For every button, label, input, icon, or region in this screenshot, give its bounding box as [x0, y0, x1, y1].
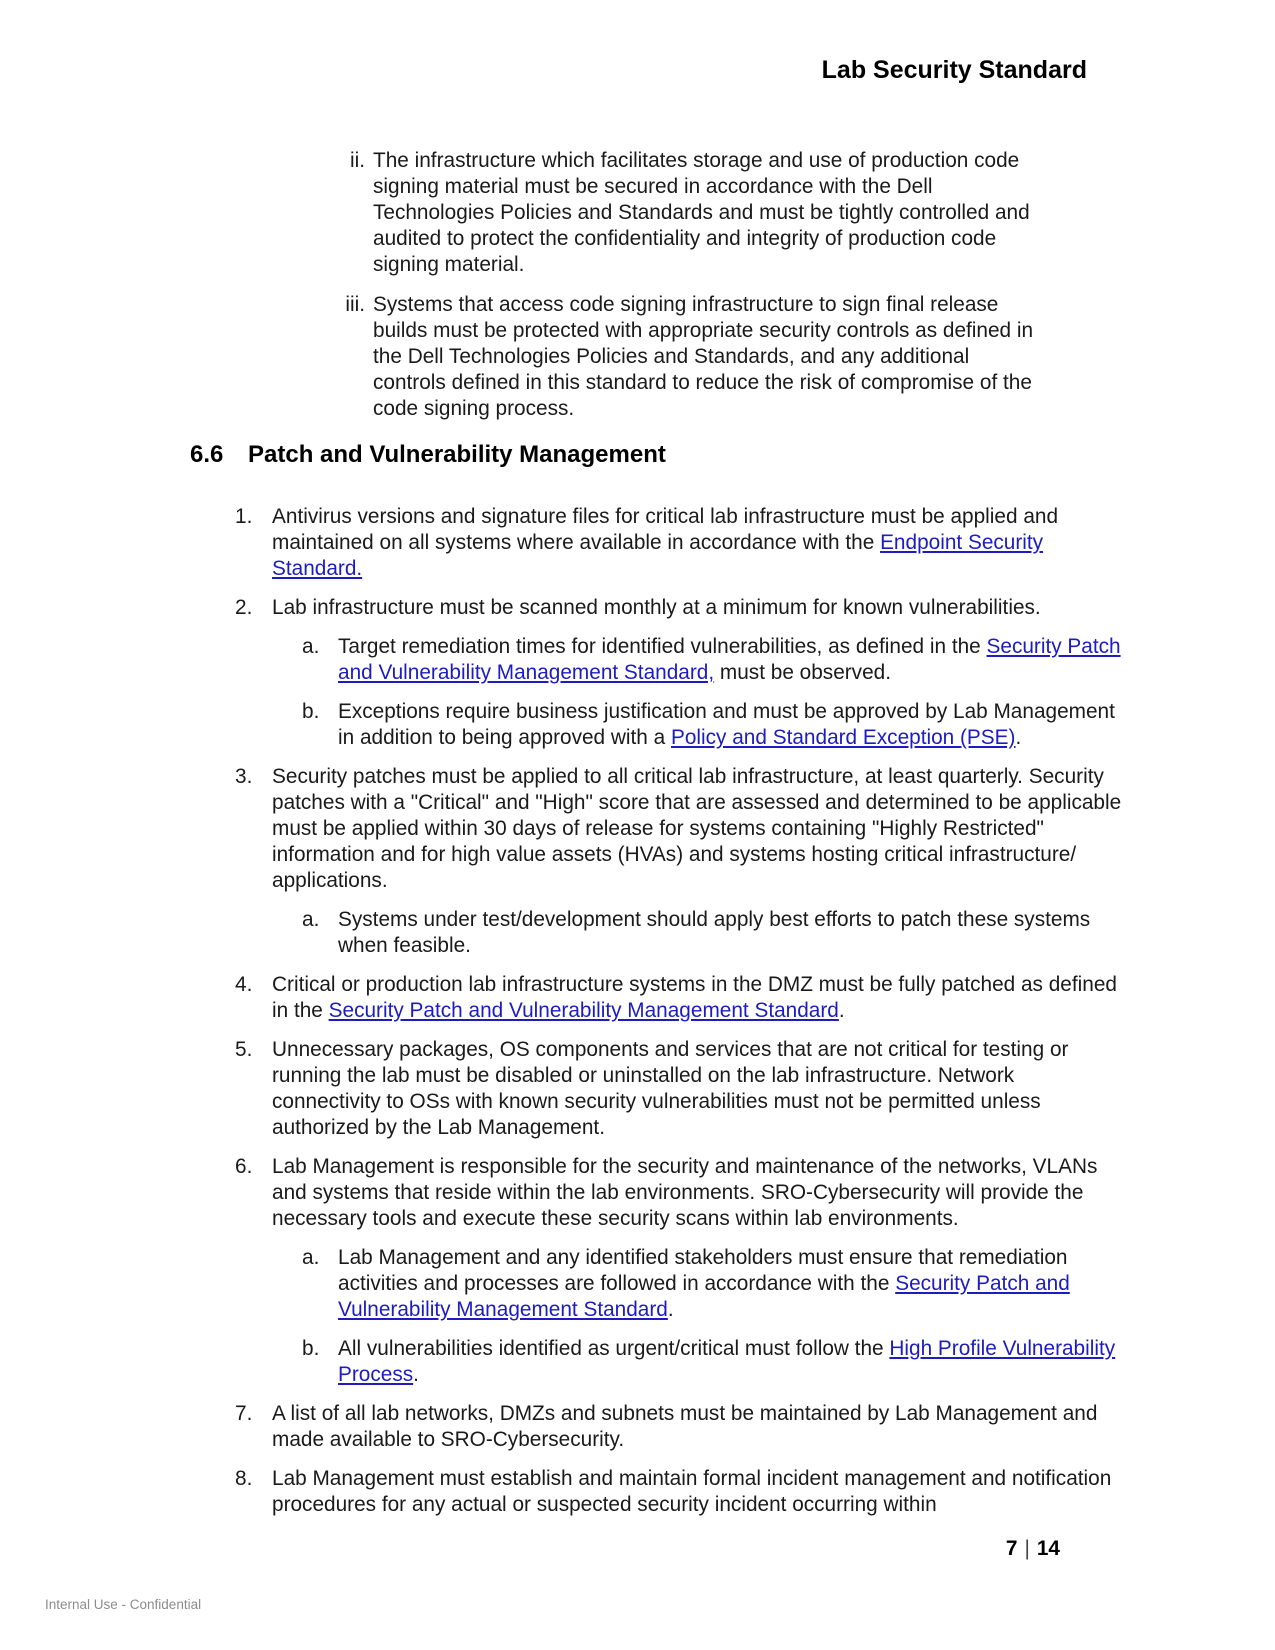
list-item-text — [272, 595, 1125, 621]
text-run: Security patches must be applied to all critical lab infrastructure, at least quarterly. Security patches with a "Critical" and "High" score that are assessed and determined to be applicable must be applied within 30 days of release for systems containing "Highly Restricted" information and for high value assets (HVAs) and systems hosting critical infrastructure/ applications. — [272, 765, 1122, 892]
list-marker: b. — [302, 700, 320, 723]
text-run: Lab infrastructure must be scanned monthly at a minimum for known vulnerabilities. — [272, 596, 1041, 619]
document-title: Lab Security Standard — [821, 56, 1087, 84]
text-run: Unnecessary packages, OS components and services that are not critical for testing or running the lab must be disabled or uninstalled on the lab infrastructure. Network connectivity to OSs with known security vulnerabilities must not be permitted unless authorized by the Lab Management. — [272, 1038, 1069, 1139]
high-profile-vulnerability-process-link[interactable]: High Profile Vulnerability Process — [338, 1337, 1116, 1386]
list-marker: iii. — [345, 293, 365, 316]
text-run: . — [838, 999, 845, 1022]
text-run: Lab Management is responsible for the security and maintenance of the networks, VLANs and systems that reside within the lab environments. SRO-Cybersecurity will provide the necessary tools and execute these security scans within lab environments. — [272, 1155, 1098, 1230]
list-item-text — [272, 1401, 1125, 1453]
text-run: Exceptions require business justification and must be approved by Lab Management in addition to being approved with a — [338, 700, 1115, 749]
list-marker: 1. — [235, 505, 253, 528]
text-run: Antivirus versions and signature files for critical lab infrastructure must be applied and maintained on all systems where available in accordance with the — [272, 505, 1059, 554]
text-run: A list of all lab networks, DMZs and subnets must be maintained by Lab Management and made available to SRO-Cybersecurity. — [272, 1402, 1098, 1451]
list-item — [190, 634, 1125, 686]
section-heading — [190, 440, 1125, 470]
section-number: 6.6 — [190, 441, 224, 468]
list-marker: 2. — [235, 596, 253, 619]
list-item — [190, 764, 1125, 894]
page-number — [1006, 1536, 1060, 1562]
list-item-text — [272, 972, 1125, 1024]
list-marker: ii. — [349, 149, 365, 172]
list-item-text — [338, 634, 1125, 686]
security-patch-vuln-mgmt-standard-link[interactable]: Security Patch and Vulnerability Management Standard — [328, 999, 839, 1022]
list-item-text — [373, 148, 1040, 278]
text-run: Systems that access code signing infrastructure to sign final release builds must be protected with appropriate security controls as defined in the Dell Technologies Policies and Standards, and any additional controls defined in this standard to reduce the risk of compromise of the code signing process. — [373, 293, 1034, 420]
security-patch-vuln-mgmt-standard-link[interactable]: Security Patch and Vulnerability Management Standard — [338, 1272, 1070, 1321]
list-item — [190, 907, 1125, 959]
list-item — [190, 699, 1125, 751]
text-run: . — [1015, 726, 1022, 749]
text-run: Systems under test/development should apply best efforts to patch these systems when feasible. — [338, 908, 1091, 957]
list-item — [190, 1154, 1125, 1232]
page-number-current: 7 — [1005, 1537, 1018, 1560]
list-marker: a. — [302, 908, 320, 931]
list-item-text — [272, 1466, 1125, 1518]
list-item-text — [338, 1336, 1125, 1388]
list-item — [190, 972, 1125, 1024]
endpoint-security-standard-link[interactable]: Endpoint Security Standard. — [272, 531, 1044, 580]
text-run: . — [667, 1298, 674, 1321]
list-marker: 7. — [235, 1402, 253, 1425]
list-item-text — [272, 1154, 1125, 1232]
text-run: The infrastructure which facilitates storage and use of production code signing material must be secured in accordance with the Dell Technologies Policies and Standards and must be tightly controlled and audited to protect the confidentiality and integrity of production code signing material. — [373, 149, 1030, 276]
list-item-text — [272, 764, 1125, 894]
list-item — [190, 1336, 1125, 1388]
list-item-text — [373, 292, 1040, 422]
list-item-text — [338, 1245, 1125, 1323]
list-marker: b. — [302, 1337, 320, 1360]
list-item — [190, 595, 1125, 621]
text-run: Lab Management must establish and maintain formal incident management and notification procedures for any actual or suspected security incident occurring within — [272, 1467, 1112, 1516]
list-item-text — [338, 699, 1125, 751]
page-number-total: 14 — [1036, 1537, 1060, 1560]
page-number-separator: | — [1024, 1537, 1030, 1560]
list-marker: 3. — [235, 765, 253, 788]
footer-classification: Internal Use - Confidential — [45, 1597, 202, 1612]
list-marker: a. — [302, 635, 320, 658]
list-marker: 8. — [235, 1467, 253, 1490]
list-marker: 6. — [235, 1155, 253, 1178]
list-item — [190, 504, 1125, 582]
list-marker: a. — [302, 1246, 320, 1269]
list-item — [190, 1245, 1125, 1323]
list-item — [190, 1466, 1125, 1518]
list-marker: 5. — [235, 1038, 253, 1061]
list-item — [190, 1037, 1125, 1141]
roman-list — [190, 148, 1125, 422]
list-marker: 4. — [235, 973, 253, 996]
security-patch-vuln-mgmt-standard-link[interactable]: Security Patch and Vulnerability Management Standard, — [338, 635, 1121, 684]
list-item — [190, 292, 1125, 422]
policy-and-standard-exception-link[interactable]: Policy and Standard Exception (PSE) — [670, 726, 1016, 749]
numbered-list — [190, 504, 1125, 1518]
list-item — [190, 148, 1125, 278]
section-title: Patch and Vulnerability Management — [248, 441, 666, 468]
list-item — [190, 1401, 1125, 1453]
list-item-text — [272, 1037, 1125, 1141]
text-run: . — [413, 1363, 419, 1386]
document-content — [190, 0, 1125, 1531]
text-run: must be observed. — [714, 661, 891, 684]
text-run: Target remediation times for identified vulnerabilities, as defined in the — [338, 635, 987, 658]
text-run: Lab Management and any identified stakeholders must ensure that remediation activities and processes are followed in accordance with the — [338, 1246, 1068, 1295]
text-run: Critical or production lab infrastructure systems in the DMZ must be fully patched as defined in the — [272, 973, 1117, 1022]
text-run: All vulnerabilities identified as urgent/critical must follow the — [338, 1337, 890, 1360]
list-item-text — [272, 504, 1125, 582]
list-item-text — [338, 907, 1125, 959]
